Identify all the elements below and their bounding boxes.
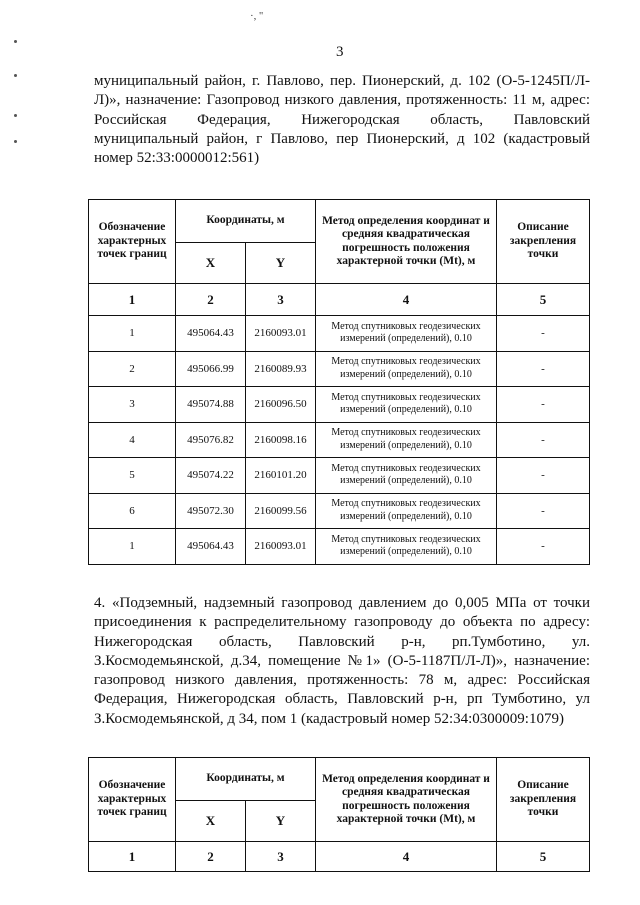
method-cell: Метод спутниковых геодезических измерений (определений), 0.10 bbox=[316, 387, 497, 423]
point-cell: 1 bbox=[89, 316, 176, 352]
method-cell: Метод спутниковых геодезических измерений (определений), 0.10 bbox=[316, 422, 497, 458]
header-method: Метод определения координат и средняя квадратическая погрешность положения характерной точки (Mt), м bbox=[316, 758, 497, 842]
y-coordinate-cell: 2160099.56 bbox=[246, 493, 316, 529]
binding-hole-mark bbox=[14, 114, 17, 117]
description-cell: - bbox=[497, 529, 590, 565]
header-coordinates: Координаты, м bbox=[176, 200, 316, 243]
x-coordinate-cell: 495066.99 bbox=[176, 351, 246, 387]
point-cell: 5 bbox=[89, 458, 176, 494]
paragraph-1: муниципальный район, г. Павлово, пер. Пионерский, д. 102 (О-5-1245П/Л-Л)», назначение: Газопровод низкого давления, протяженность: 11 м, адрес: Российская Федерация, Нижегородская область, Павловский муниципальный район, г Павлово, пер Пионерский, д 102 (кадастровый номер 52:33:0000012:561) bbox=[94, 73, 590, 167]
header-col-number: 1 bbox=[89, 284, 176, 316]
header-coordinates: Координаты, м bbox=[176, 758, 316, 801]
binding-hole-mark bbox=[14, 74, 17, 77]
header-description: Описание закрепления точки bbox=[497, 758, 590, 842]
table-row bbox=[89, 458, 590, 494]
point-cell: 3 bbox=[89, 387, 176, 423]
x-coordinate-cell: 495064.43 bbox=[176, 316, 246, 352]
header-marks: ·, '' bbox=[250, 10, 264, 22]
method-cell: Метод спутниковых геодезических измерений (определений), 0.10 bbox=[316, 458, 497, 494]
y-coordinate-cell: 2160093.01 bbox=[246, 316, 316, 352]
header-y: Y bbox=[246, 243, 316, 284]
method-cell: Метод спутниковых геодезических измерений (определений), 0.10 bbox=[316, 351, 497, 387]
header-col-number: 4 bbox=[316, 842, 497, 872]
y-coordinate-cell: 2160096.50 bbox=[246, 387, 316, 423]
point-cell: 2 bbox=[89, 351, 176, 387]
header-col-number: 2 bbox=[176, 842, 246, 872]
table-row bbox=[89, 529, 590, 565]
binding-hole-mark bbox=[14, 140, 17, 143]
header-x: X bbox=[176, 801, 246, 842]
point-cell: 6 bbox=[89, 493, 176, 529]
binding-hole-mark bbox=[14, 40, 17, 43]
table-row bbox=[89, 316, 590, 352]
description-cell: - bbox=[497, 493, 590, 529]
y-coordinate-cell: 2160101.20 bbox=[246, 458, 316, 494]
header-point-designation: Обозначение характерных точек границ bbox=[89, 758, 176, 842]
header-col-number: 5 bbox=[497, 842, 590, 872]
coordinates-table-1 bbox=[88, 199, 590, 565]
header-col-number: 1 bbox=[89, 842, 176, 872]
header-col-number: 5 bbox=[497, 284, 590, 316]
x-coordinate-cell: 495074.22 bbox=[176, 458, 246, 494]
x-coordinate-cell: 495074.88 bbox=[176, 387, 246, 423]
description-cell: - bbox=[497, 387, 590, 423]
header-col-number: 4 bbox=[316, 284, 497, 316]
header-description: Описание закрепления точки bbox=[497, 200, 590, 284]
header-method: Метод определения координат и средняя квадратическая погрешность положения характерной точки (Mt), м bbox=[316, 200, 497, 284]
header-point-designation: Обозначение характерных точек границ bbox=[89, 200, 176, 284]
description-cell: - bbox=[497, 316, 590, 352]
y-coordinate-cell: 2160089.93 bbox=[246, 351, 316, 387]
y-coordinate-cell: 2160093.01 bbox=[246, 529, 316, 565]
x-coordinate-cell: 495064.43 bbox=[176, 529, 246, 565]
header-col-number: 2 bbox=[176, 284, 246, 316]
x-coordinate-cell: 495076.82 bbox=[176, 422, 246, 458]
description-cell: - bbox=[497, 422, 590, 458]
header-col-number: 3 bbox=[246, 284, 316, 316]
header-col-number: 3 bbox=[246, 842, 316, 872]
description-cell: - bbox=[497, 351, 590, 387]
point-cell: 4 bbox=[89, 422, 176, 458]
method-cell: Метод спутниковых геодезических измерений (определений), 0.10 bbox=[316, 529, 497, 565]
header-x: X bbox=[176, 243, 246, 284]
table-row bbox=[89, 493, 590, 529]
page-number: 3 bbox=[336, 44, 344, 60]
point-cell: 1 bbox=[89, 529, 176, 565]
coordinates-table-2 bbox=[88, 757, 590, 872]
table-row bbox=[89, 422, 590, 458]
table-row bbox=[89, 351, 590, 387]
description-cell: - bbox=[497, 458, 590, 494]
y-coordinate-cell: 2160098.16 bbox=[246, 422, 316, 458]
header-y: Y bbox=[246, 801, 316, 842]
method-cell: Метод спутниковых геодезических измерений (определений), 0.10 bbox=[316, 493, 497, 529]
x-coordinate-cell: 495072.30 bbox=[176, 493, 246, 529]
paragraph-2: 4. «Подземный, надземный газопровод давлением до 0,005 МПа от точки присоединения к распределительному газопроводу до объекта по адресу: Нижегородская область, Павловский р-н, рп.Тумботино, ул. З.Космодемьянской, д.34, помещение №1» (О-5-1187П/Л-Л)», назначение: газопровод низкого давления, протяженность: 78 м, адрес: Российская Федерация, Нижегородская область, Павловский р-н, рп Тумботино, ул З.Космодемьянской, д 34, пом 1 (кадастровый номер 52:34:0300009:1079) bbox=[94, 595, 590, 727]
table-row bbox=[89, 387, 590, 423]
method-cell: Метод спутниковых геодезических измерений (определений), 0.10 bbox=[316, 316, 497, 352]
